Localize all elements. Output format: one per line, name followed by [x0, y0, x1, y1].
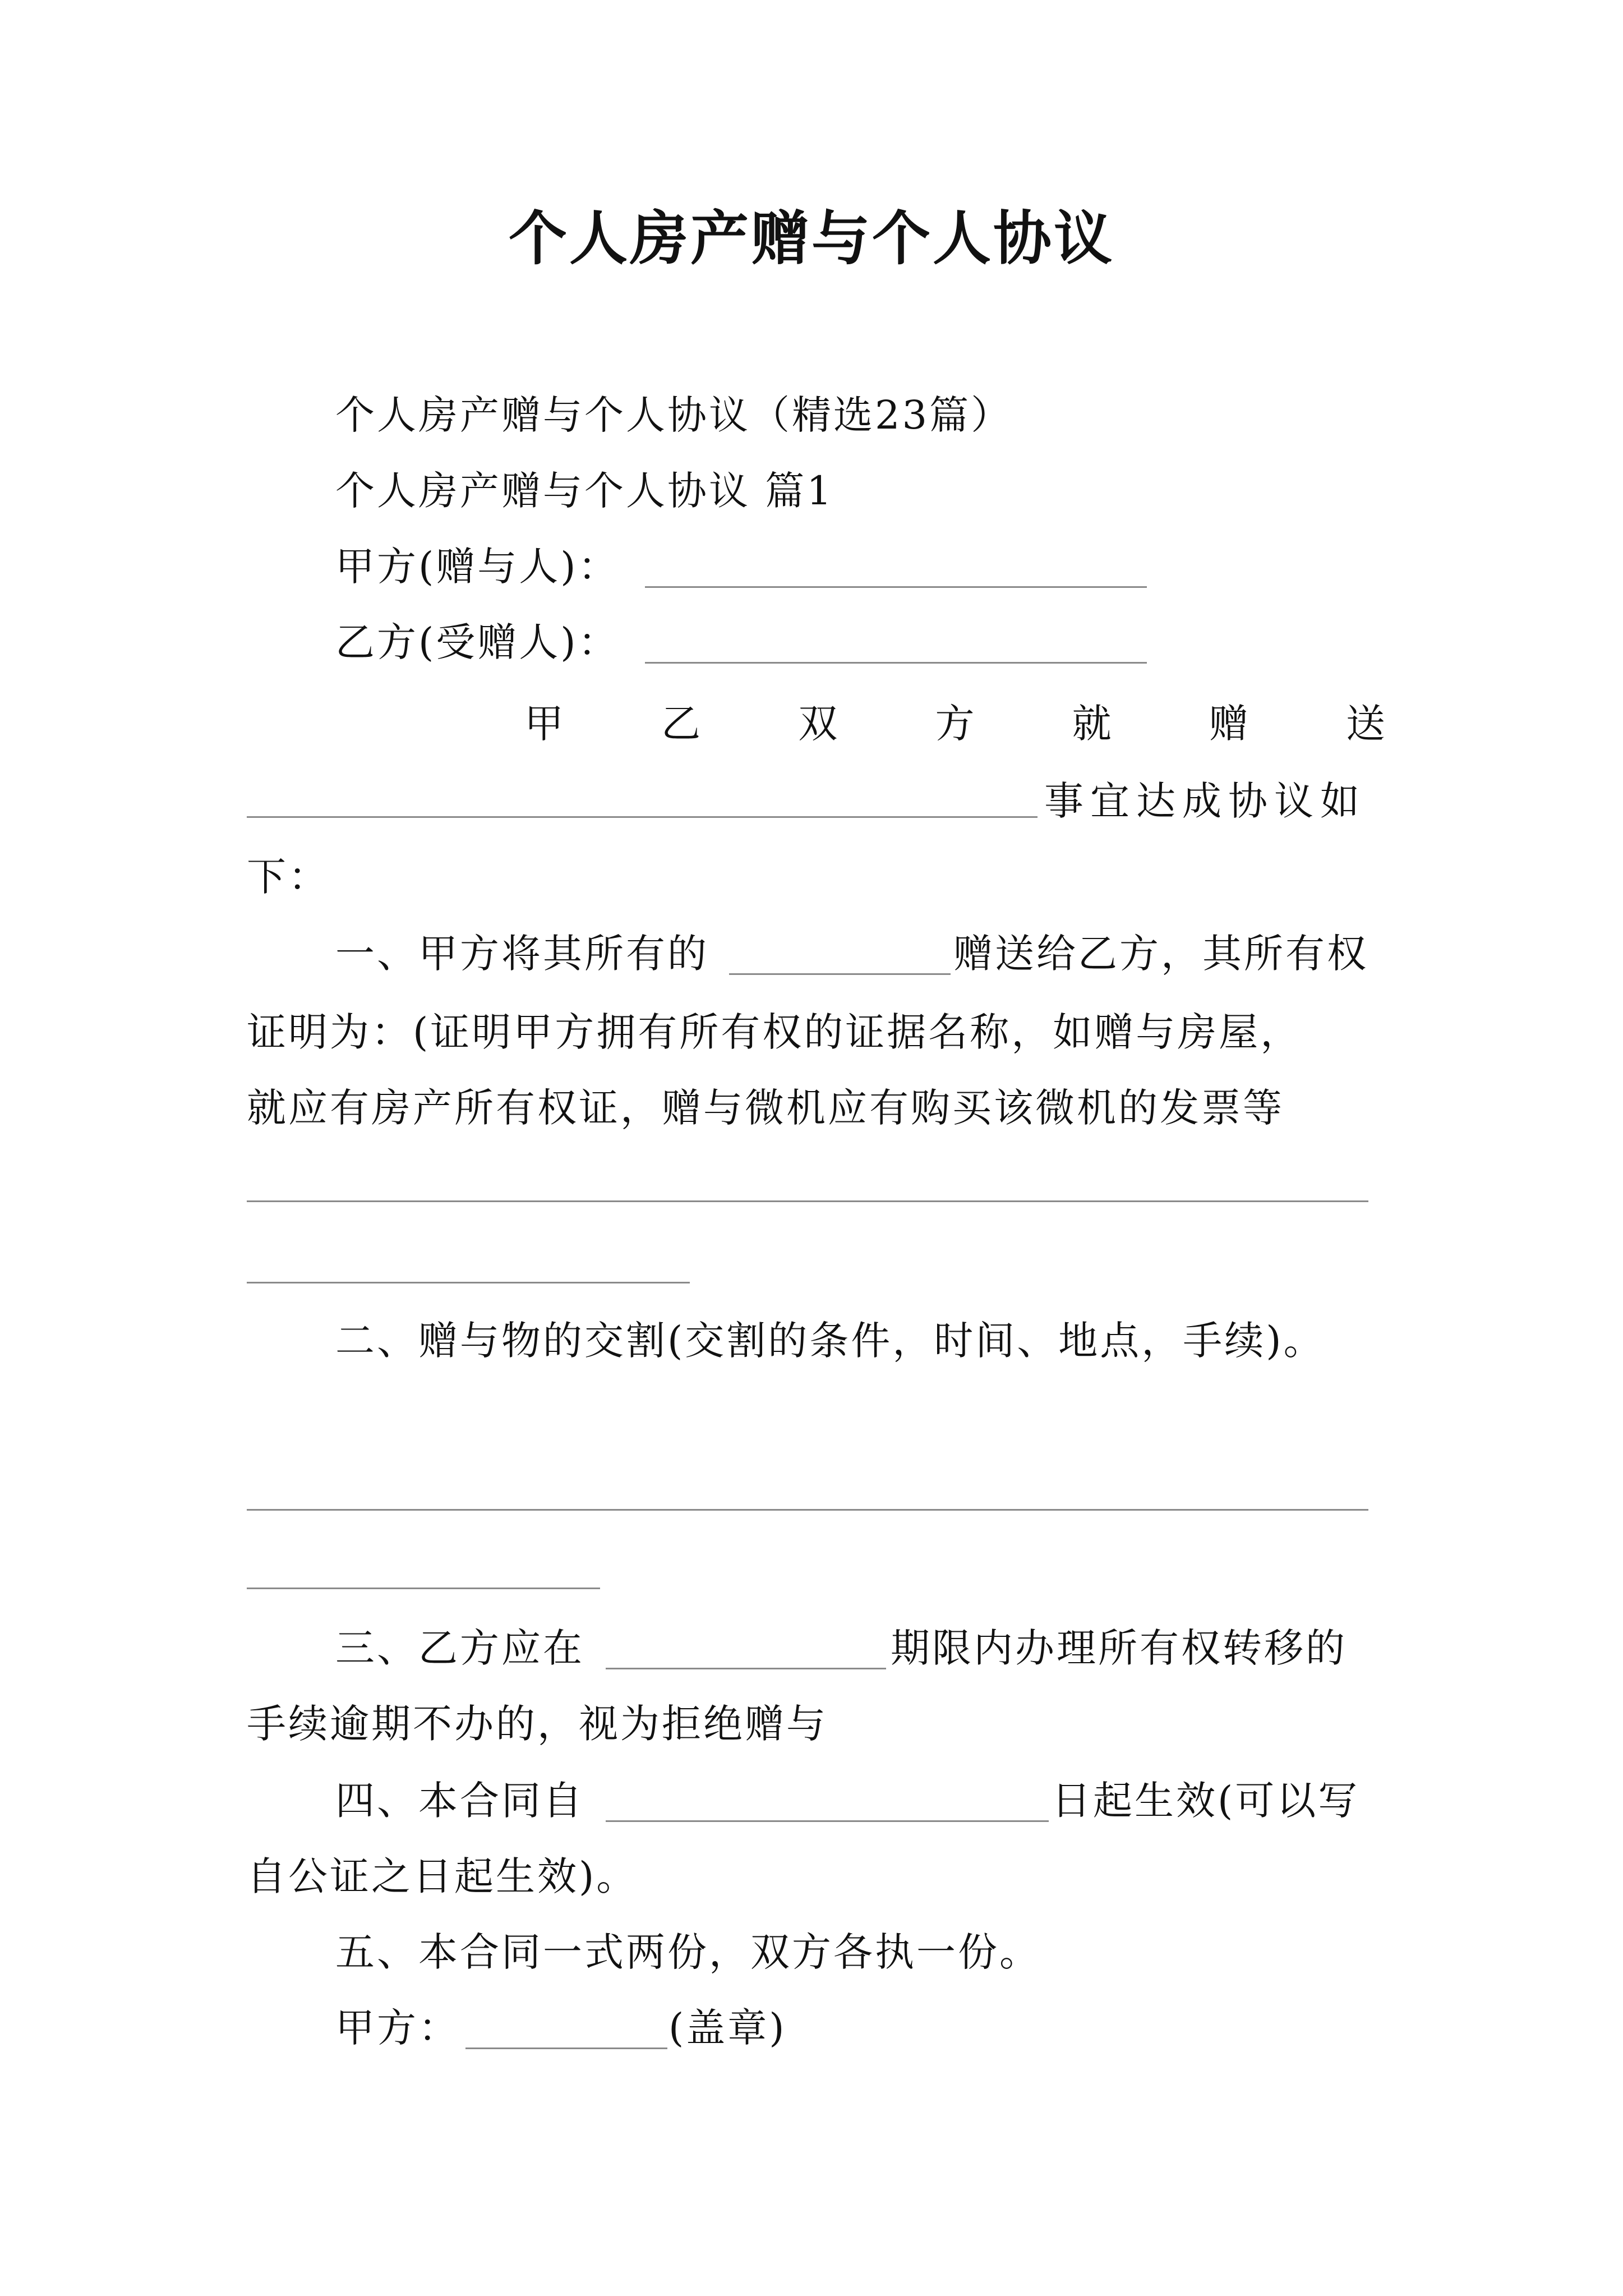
intro-end: 下：: [247, 854, 330, 900]
clause-1-after-blank: 赠送给乙方，其所有权: [953, 931, 1368, 977]
intro-char: 甲: [524, 701, 564, 747]
sign-a-blank: [465, 2047, 667, 2049]
intro-char: 双: [798, 701, 838, 747]
clause-2: 二、赠与物的交割(交割的条件，时间、地点，手续)。: [335, 1318, 1325, 1364]
intro-spread-line: [524, 696, 1385, 752]
document-title: 个人房产赠与个人协议: [508, 204, 1114, 273]
clause-1-fill-line-1: [247, 1200, 1368, 1202]
party-a-label: 甲方(赠与人)：: [335, 544, 620, 590]
clause-4-after-blank: 日起生效(可以写: [1052, 1778, 1360, 1824]
intro-char: 赠: [1209, 701, 1248, 747]
clause-3-after-blank: 期限内办理所有权转移的: [891, 1625, 1347, 1671]
document-subtitle: 个人房产赠与个人协议（精选23篇）: [335, 392, 1013, 438]
party-b-label: 乙方(受赠人)：: [335, 619, 620, 665]
clause-4-line-2: 自公证之日起生效)。: [247, 1853, 638, 1899]
intro-tail: 事宜达成协议如: [1044, 778, 1366, 824]
clause-5: 五、本合同一式两份，双方各执一份。: [335, 1929, 1041, 1975]
clause-3-start: 三、乙方应在: [335, 1625, 584, 1671]
clause-4-blank: [606, 1820, 1049, 1822]
party-a-blank: [645, 586, 1147, 588]
clause-1-line-3: 就应有房产所有权证，赠与微机应有购买该微机的发票等: [247, 1085, 1284, 1131]
sign-a-seal: (盖章): [668, 2005, 787, 2051]
intro-char: 就: [1072, 701, 1112, 747]
clause-1-start: 一、甲方将其所有的: [335, 931, 709, 977]
clause-1-line-2: 证明为：(证明甲方拥有所有权的证据名称，如赠与房屋，: [247, 1009, 1302, 1055]
clause-3-line-2: 手续逾期不办的，视为拒绝赠与: [247, 1701, 828, 1747]
intro-char: 送: [1345, 701, 1385, 747]
clause-1-fill-line-2: [247, 1282, 690, 1283]
intro-char: 方: [935, 701, 975, 747]
party-b-blank: [645, 662, 1147, 664]
clause-2-fill-line-1: [247, 1509, 1368, 1511]
clause-4-start: 四、本合同自: [335, 1778, 584, 1824]
intro-subject-blank: [247, 816, 1038, 818]
intro-char: 乙: [661, 701, 701, 747]
section-heading: 个人房产赠与个人协议 篇1: [335, 468, 834, 514]
clause-2-fill-line-2: [247, 1588, 600, 1589]
clause-3-blank: [606, 1668, 886, 1669]
sign-a-label: 甲方：: [335, 2005, 460, 2051]
clause-1-blank: [729, 973, 951, 975]
